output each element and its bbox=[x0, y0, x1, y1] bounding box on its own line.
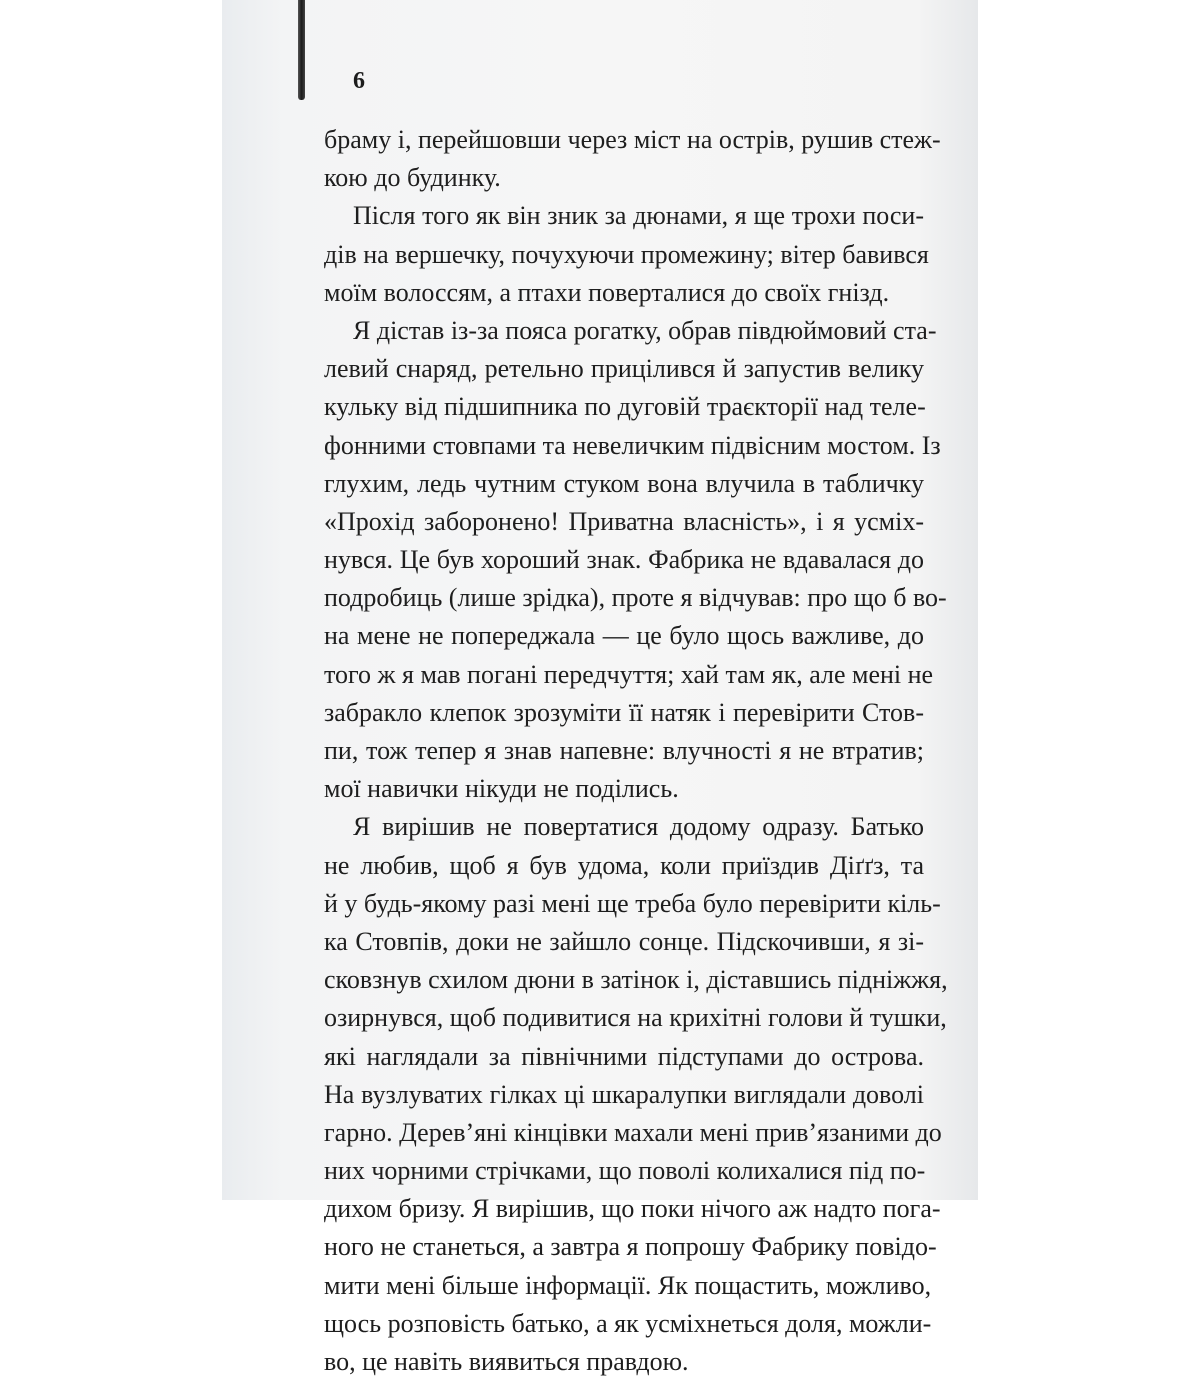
text-line: нувся. Це був хороший знак. Фабрика не вдавалася до bbox=[324, 545, 924, 575]
text-line: глухим, ледь чутним стуком вона влучила в табличку bbox=[324, 468, 924, 498]
text-line: моїм волоссям, а птахи поверталися до своїх гнізд. bbox=[324, 277, 890, 307]
text-line: озирнувся, щоб подивитися на крихітні голови й тушки, bbox=[324, 1003, 947, 1033]
text-line: браму і, перейшовши через міст на острів, рушив стеж- bbox=[324, 125, 941, 154]
text-line: гарно. Дерев’яні кінцівки махали мені прив’язаними до bbox=[324, 1117, 942, 1147]
text-line: ного не станеться, а завтра я попрошу Фабрику повідо- bbox=[324, 1232, 937, 1262]
text-line: На вузлуватих гілках ці шкаралупки виглядали доволі bbox=[324, 1079, 924, 1109]
body-text bbox=[324, 121, 948, 1381]
text-line: забракло клепок зрозуміти її натяк і перевірити Стов- bbox=[324, 697, 924, 727]
text-line: фонними стовпами та невеличким підвісним мостом. Із bbox=[324, 430, 941, 460]
text-line: подробиць (лише зрідка), проте я відчував: про що б во- bbox=[324, 583, 947, 613]
text-line: того ж я мав погані передчуття; хай там як, але мені не bbox=[324, 659, 934, 689]
text-line: дів на вершечку, почухуючи промежину; вітер бавився bbox=[324, 239, 929, 269]
page-number: 6 bbox=[353, 68, 365, 94]
text-line: пи, тож тепер я знав напевне: влучності я не втратив; bbox=[324, 736, 924, 765]
binding-shadow bbox=[298, 0, 305, 100]
text-line: ка Стовпів, доки не зайшло сонце. Підскочивши, я зі- bbox=[324, 926, 924, 956]
text-line: Я дістав із-за пояса рогатку, обрав півдюймовий ста- bbox=[353, 315, 937, 345]
text-line: не любив, щоб я був удома, коли приїздив Діґґз, та bbox=[324, 850, 924, 880]
text-line: дихом бризу. Я вирішив, що поки нічого аж надто пога- bbox=[324, 1194, 941, 1224]
text-line: мити мені більше інформації. Як пощастить, можливо, bbox=[324, 1270, 932, 1300]
text-line: Я вирішив не повертатися додому одразу. Батько bbox=[353, 812, 924, 842]
text-line: них чорними стрічками, що поволі колихалися під по- bbox=[324, 1156, 926, 1186]
text-line: «Прохід заборонено! Приватна власність», і я усміх- bbox=[324, 506, 924, 536]
text-line: кульку від підшипника по дуговій траєкторії над теле- bbox=[324, 392, 926, 422]
text-line: левий снаряд, ретельно прицілився й запустив велику bbox=[324, 354, 924, 384]
text-line: на мене не попереджала — це було щось важливе, до bbox=[324, 621, 924, 651]
text-line: сковзнув схилом дюни в затінок і, діставшись підніжжя, bbox=[324, 965, 948, 995]
book-page bbox=[222, 0, 978, 1376]
text-line: кою до будинку. bbox=[324, 163, 501, 193]
text-line: Після того як він зник за дюнами, я ще трохи поси- bbox=[353, 201, 924, 231]
text-line: щось розповість батько, а як усміхнеться доля, можли- bbox=[324, 1308, 932, 1338]
text-line: й у будь-якому разі мені ще треба було перевірити кіль- bbox=[324, 888, 941, 918]
text-line: які наглядали за північними підступами до острова. bbox=[324, 1041, 924, 1071]
text-line: мої навички нікуди не поділись. bbox=[324, 774, 679, 804]
text-line: во, це навіть виявиться правдою. bbox=[324, 1347, 689, 1376]
